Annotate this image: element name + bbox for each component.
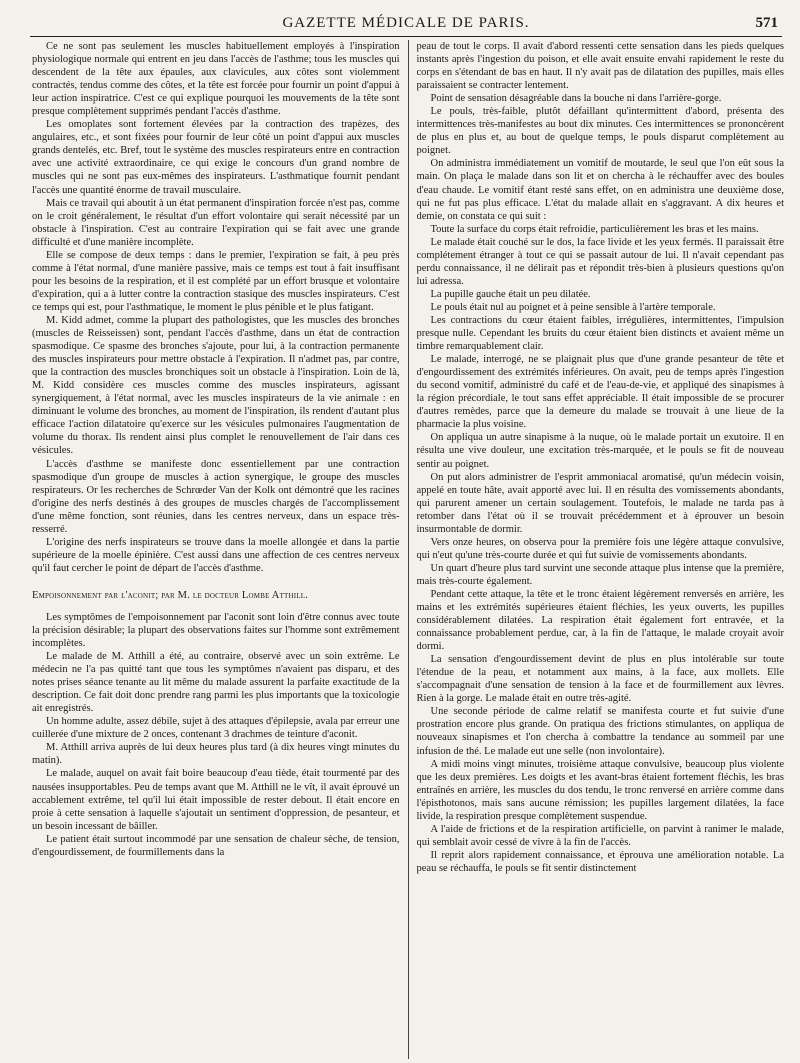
left-column xyxy=(32,40,400,1059)
paragraph: Le malade, auquel on avait fait boire beaucoup d'eau tiède, était tourmenté par des nausées insupportables. Peu de temps avant que M. Atthill ne le vît, il avait éprouvé un accablement extrême, tel qu'il lui était impossible de rester debout. Il était encore en proie à cette sensation à laquelle s'ajoutait un sentiment d'oppression, de pesanteur, et un besoin incessant de bâiller. xyxy=(32,768,400,832)
paragraph: La sensation d'engourdissement devint de plus en plus intolérable sur toute l'étendue de la peau, et notamment aux mains, à la face, aux mollets. Elle s'accompagnait d'une sensation de tension à la face et de fourmillement aux lèvres. Rien à la gorge. Le malade était en outre très-agité. xyxy=(416,654,784,705)
paragraph: Ce ne sont pas seulement les muscles habituellement employés à l'inspiration physiologique normale qui entrent en jeu dans l'accès de l'asthme; tous les muscles qui descendent de la tête aux épaules, aux clavicules, aux côtes sont violemment contractés, tendus comme des côtes, et la tête est forcée pour fournir un point d'appui à leur action inspiratrice. C'est ce qui explique pourquoi les mouvements de la tête sont presque complètement supprimés pendant l'accès d'asthme. xyxy=(32,41,400,118)
paragraph: Mais ce travail qui aboutit à un état permanent d'inspiration forcée n'est pas, comme on le croit généralement, le résultat d'un effort volontaire qui serait nécessité par un obstacle à l'inspiration. C'est au contraire l'expiration qui se fait avec une grande difficulté et d'une manière incomplète. xyxy=(32,197,400,248)
paragraph: M. Kidd admet, comme la plupart des pathologistes, que les muscles des bronches (muscles de Reisseissen) sont, pendant l'accès d'asthme, dans un état de contraction spasmodique. Ce spasme des bronches s'ajoute, pour lui, à la contraction permanente des muscles inspirateurs pour mettre obstacle à l'expiration. Il n'admet pas, par contre, que la contraction des muscles bronchiques soit un obstacle à l'inspiration. Loin de là, M. Kidd considère ces muscles comme des muscles inspirateurs, agissant synergiquement, à l'état normal, avec les muscles inspirateurs de la vie animale : en diminuant le volume des bronches, au moment de l'inspiration, ils rendent d'autant plus efficace l'action dilatatoire qu'exerce sur les vésicules pulmonaires l'augmentation de volume du thorax. Ils rendent ainsi plus complet le renouvellement de l'air dans ces vésicules. xyxy=(32,314,400,457)
paragraph: A l'aide de frictions et de la respiration artificielle, on parvint à ranimer le malade, qui semblait avoir cessé de vivre à la fin de l'accès. xyxy=(416,823,784,848)
section-heading xyxy=(32,589,400,602)
paragraph: Un quart d'heure plus tard survint une seconde attaque plus intense que la première, mais très-courte également. xyxy=(416,562,784,587)
column-divider xyxy=(408,40,409,1059)
paragraph: Les contractions du cœur étaient faibles, irrégulières, intermittentes, l'impulsion presque nulle. Cependant les bruits du cœur étaient bien distincts et avaient même un timbre remarquablement clair. xyxy=(416,314,784,353)
page-header xyxy=(30,10,782,37)
paragraph: Les symptômes de l'empoisonnement par l'aconit sont loin d'être connus avec toute la précision désirable; la plupart des observations faites sur l'homme sont extrêmement incomplètes. xyxy=(32,611,400,650)
journal-title: GAZETTE MÉDICALE DE PARIS. xyxy=(282,14,530,31)
paragraph: M. Atthill arriva auprès de lui deux heures plus tard (à dix heures vingt minutes du matin). xyxy=(32,742,400,767)
paragraph: Point de sensation désagréable dans la bouche ni dans l'arrière-gorge. xyxy=(430,93,722,105)
paragraph: Le pouls, très-faible, plutôt défaillant qu'intermittent d'abord, présenta des intermittences très-manifestes au bout dix minutes. Ces intermittences se prononcèrent de plus en plus et, au bout de quelque temps, le pouls disparut complètement au poignet. xyxy=(416,106,784,157)
paragraph-continuation: peau de tout le corps. Il avait d'abord ressenti cette sensation dans les pieds quelques instants après l'ingestion du poison, et elle avait ensuite envahi rapidement le reste du corps en s'étendant de bas en haut. Il n'y avait pas de dilatation des pupilles, mais elles paraissaient se contracter lentement. xyxy=(416,41,784,92)
paragraph: Un homme adulte, assez débile, sujet à des attaques d'épilepsie, avala par erreur une cuillerée d'une mixture de 2 onces, contenant 3 drachmes de teinture d'aconit. xyxy=(32,716,400,741)
paragraph: Une seconde période de calme relatif se manifesta courte et fut suivie d'une prostration encore plus grande. On pratiqua des frictions stimulantes, on appliqua de nouveaux sinapismes et l'on chercha à combattre la tendance au sommeil par une infusion de thé. Le malade eut une selle (non involontaire). xyxy=(416,706,784,757)
paragraph: L'accès d'asthme se manifeste donc essentiellement par une contraction spasmodique d'un groupe de muscles à action synergique, le groupe des muscles respirateurs. Or les recherches de Schrœder Van der Kolk ont démontré que les racines d'origine des nerfs destinés à des groupes de muscles chargés de l'accomplissement d'une même fonction, sont réunies, dans les centres nerveux, dans un espace très-resserré. xyxy=(32,458,400,535)
paragraph: Il reprit alors rapidement connaissance, et éprouva une amélioration notable. La peau se réchauffa, le pouls se fit sentir distinctement xyxy=(416,849,784,874)
paragraph: Elle se compose de deux temps : dans le premier, l'expiration se fait, à peu près comme à l'état normal, d'une manière passive, mais ce temps est tout à fait insuffisant pour les besoins de la respiration, et il est complété par un effort brusque et volontaire d'expiration, qui a à lutter contre la contraction stasique des muscles inspirateurs. C'est ce temps qui est, pour l'asthmatique, le moment le plus pénible et le plus fatigant. xyxy=(32,249,400,313)
section-heading-text: Empoisonnement par l'aconit; par M. le docteur xyxy=(32,589,242,601)
paragraph: Le pouls était nul au poignet et à peine sensible à l'artère temporale. xyxy=(430,301,716,313)
paragraph: Le malade, interrogé, ne se plaignait plus que d'une grande pesanteur de tête et d'engourdissement des extrémités inférieures. On avait, peu de temps après l'ingestion du second vomitif, administré du café et de l'eau-de-vie, et appliqué des sinapismes à la région précordiale, le tout sans effet appréciable. Il était impossible de se procurer d'autres remèdes, parce que la demeure du malade se trouvait à une lieue de la pharmacie la plus voisine. xyxy=(416,354,784,431)
paragraph: On put alors administrer de l'esprit ammoniacal aromatisé, qu'un médecin voisin, appelé en toute hâte, avait apporté avec lui. Il en résulta des vomissements abondants, qui parurent amener un certain soulagement. Toutefois, le malade ne tarda pas à retomber dans l'état où il se trouvait précédemment et à éprouver un besoin insurmontable de dormir. xyxy=(416,471,784,535)
paragraph: L'origine des nerfs inspirateurs se trouve dans la moelle allongée et dans la partie supérieure de la moelle épinière. C'est aussi dans une affection de ces centres nerveux qu'il faut cercher le point de départ de l'accès d'asthme. xyxy=(32,536,400,574)
section-heading-author: Lombe Atthill. xyxy=(241,589,309,601)
paragraph: Le patient était surtout incommodé par une sensation de chaleur sèche, de tension, d'engourdissement, de fourmillements dans la xyxy=(32,833,400,858)
text-columns xyxy=(32,40,784,1059)
paragraph: Pendant cette attaque, la tête et le tronc étaient légèrement renversés en arrière, les mains et les extrémités supérieures étaient fléchies, les yeux ouverts, les pupilles considérablement dilatées. La respiration était également fort entravée, et la connaissance probablement perdue, car, à la fin de l'attaque, le malade croyait avoir dormi. xyxy=(416,588,784,653)
paragraph: Le malade était couché sur le dos, la face livide et les yeux fermés. Il paraissait être complétement étranger à tout ce qui se passait autour de lui. Il n'avait cependant pas perdu connaissance, il ne délirait pas et répondit très-bien à plusieurs questions qu'on lui adressa. xyxy=(416,236,784,287)
paragraph: On administra immédiatement un vomitif de moutarde, le seul que l'on eût sous la main. On plaça le malade dans son lit et on chercha à le réchauffer avec des boules d'eau chaude. Le vomitif étant resté sans effet, on en administra une deuxième dose, qui ne fut pas plus efficace. L'état du malade allait en s'aggravant. A dix heures et demie, on constata ce qui suit : xyxy=(416,158,784,222)
paragraph: Le malade de M. Atthill a été, au contraire, observé avec un soin extrême. Le médecin ne l'a pas quitté tant que tous les symptômes n'avaient pas disparu, et des notes prises séance tenante au lit même du malade assurent la parfaite exactitude de la description. Ce fait doit donc prendre rang parmi les plus importants que la toxicologie ait enregistrés. xyxy=(32,651,400,715)
paragraph: Les omoplates sont fortement élevées par la contraction des trapèzes, des angulaires, etc., et sont fixées pour fournir de leur côté un point d'appui aux muscles grands dentelés, etc. Bref, tout le système des muscles respirateurs entre en contraction avec une activité extraordinaire, ce qui exige le concours d'un grand nombre de muscles qui ne sont pas eux-mêmes des inspirateurs. L'asthmatique fournit pendant l'accès une quantité énorme de travail musculaire. xyxy=(32,119,400,196)
paragraph: La pupille gauche était un peu dilatée. xyxy=(430,288,591,300)
right-column xyxy=(417,40,785,1059)
page-number: 571 xyxy=(755,14,778,31)
paragraph: Vers onze heures, on observa pour la première fois une légère attaque convulsive, qui n'eut qu'une très-courte durée et qui fut suivie de vomissements abondants. xyxy=(416,536,784,561)
paragraph: A midi moins vingt minutes, troisième attaque convulsive, beaucoup plus violente que les deux premières. Les doigts et les avant-bras étaient fortement fléchis, les bras entraînés en arrière, les muscles du dos tendu, le tronc renversé en arrière comme dans l'épisthotonos, mais sans aucune rémission; les pupilles largement dilatées, la face livide, la respiration presque complètement suspendue. xyxy=(416,758,784,822)
paragraph: Toute la surface du corps était refroidie, particulièrement les bras et les mains. xyxy=(430,223,759,235)
paragraph: On appliqua un autre sinapisme à la nuque, où le malade portait un exutoire. Il en résulta une vive douleur, une excitation très-marquée, et le pouls se fit de nouveau sentir au poignet. xyxy=(416,432,784,470)
